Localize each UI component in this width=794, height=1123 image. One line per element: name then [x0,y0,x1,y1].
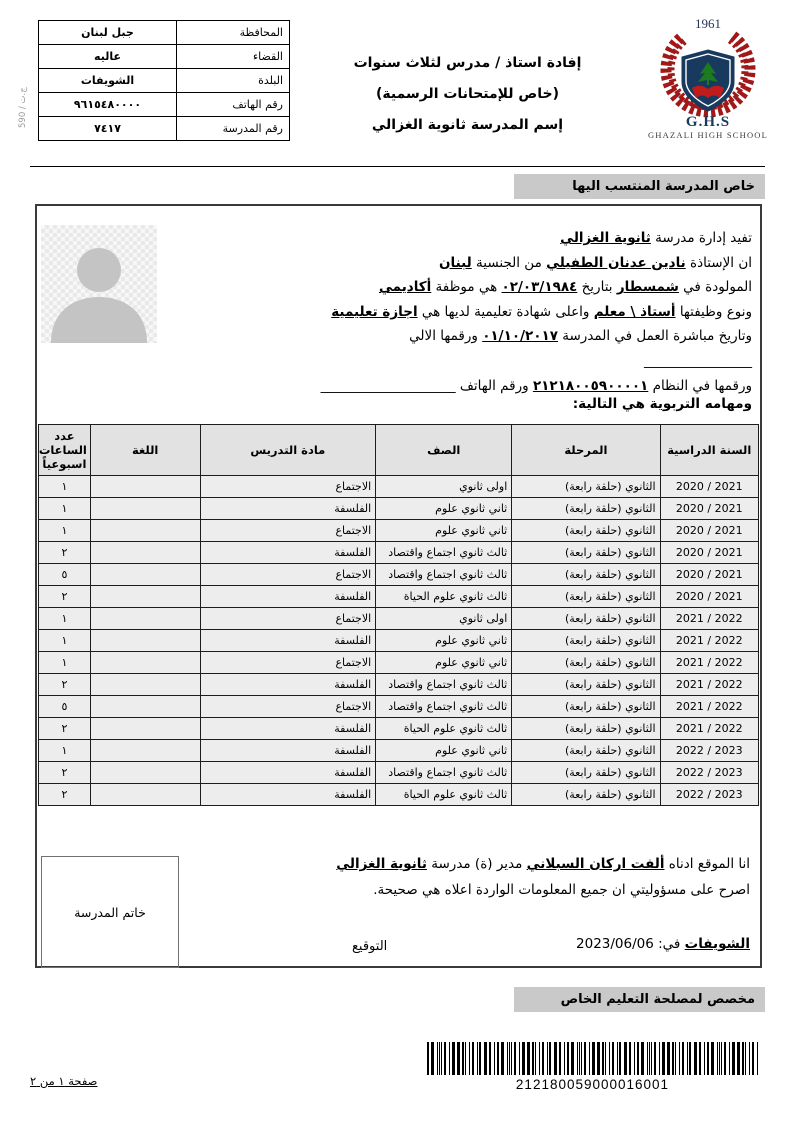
cell-class: ثالث ثانوي علوم الحياة [376,784,512,806]
letter-text: من الجنسية [471,254,547,271]
info-value: جبل لبنان [39,21,177,45]
cell-subject: الفلسفة [200,762,376,784]
letter-line [302,300,752,325]
column-header-hours: عدد الساعات اسبوعياً [39,425,91,476]
cell-language [90,718,200,740]
cell-subject: الفلسفة [200,630,376,652]
birthdate: ٠٢/٠٣/١٩٨٤ [501,279,578,296]
cell-class: ثالث ثانوي اجتماع واقتصاد [376,674,512,696]
cell-language [90,740,200,762]
column-header-language: اللغة [90,425,200,476]
cell-class: اولى ثانوي [376,476,512,498]
cell-year: 2022 / 2023 [660,740,759,762]
document-title: إفادة استاذ / مدرس لثلاث سنوات [353,55,582,71]
cell-stage: الثانوي (حلقة رابعة) [512,542,660,564]
cell-class: ثالث ثانوي علوم الحياة [376,586,512,608]
cell-hours: ١ [39,608,91,630]
cell-hours: ١ [39,652,91,674]
letter-text: ان الإستاذة [685,254,752,271]
cell-language [90,520,200,542]
declaration-line: اصرح على مسؤوليتي ان جميع المعلومات الواردة اعلاه هي صحيحة. [373,881,750,898]
info-label: البلدة [177,69,290,93]
table-row [39,93,290,117]
cell-stage: الثانوي (حلقة رابعة) [512,652,660,674]
cell-language [90,696,200,718]
cell-subject: الفلسفة [200,674,376,696]
column-header-stage: المرحلة [512,425,660,476]
cell-language [90,608,200,630]
letter-text: ورقمها الالي [409,328,483,345]
letter-line [302,251,752,276]
start-date: ٠١/١٠/٢٠١٧ [482,328,558,345]
barcode-block [425,1042,760,1092]
cell-stage: الثانوي (حلقة رابعة) [512,564,660,586]
teacher-photo-placeholder [41,225,157,343]
table-row [39,45,290,69]
system-number: ٢١٢١٨٠٠٥٩٠٠٠٠١ [532,377,649,394]
barcode-number: 212180059000016001 [515,1077,670,1092]
cell-year: 2020 / 2021 [660,520,759,542]
cell-stage: الثانوي (حلقة رابعة) [512,586,660,608]
cell-year: 2021 / 2022 [660,696,759,718]
cell-stage: الثانوي (حلقة رابعة) [512,608,660,630]
svg-text:1961: 1961 [695,16,721,31]
school-name: ثانوية الغزالي [560,230,651,246]
date-line-text: في: [653,936,685,952]
letter-line [302,275,752,300]
info-value: ٩٦١٥٤٨٠٠٠٠ [39,93,177,117]
main-content-box [35,204,762,968]
teacher-name: نادين عدنان الطفيلي [546,254,686,271]
employee-type: أكاديمي [378,279,432,296]
page-number: صفحة ١ من ٢ [30,1074,98,1088]
cell-language [90,476,200,498]
cell-language [90,674,200,696]
table-row [39,542,759,564]
cell-stage: الثانوي (حلقة رابعة) [512,630,660,652]
job-title: أستاذ \ معلم [593,303,676,320]
table-row [39,630,759,652]
document-subtitle: (خاص للإمتحانات الرسمية) [375,86,560,102]
cell-class: ثالث ثانوي اجتماع واقتصاد [376,542,512,564]
letter-text: وتاريخ مباشرة العمل في المدرسة [557,328,752,345]
principal-declaration [310,852,750,903]
declaration-line [310,852,750,878]
school-logo [638,12,778,142]
duties-title: ومهامه التربوية هي التالية: [572,396,752,412]
cell-year: 2021 / 2022 [660,718,759,740]
letter-text: ورقمها في النظام [648,377,752,394]
teaching-schedule-table [38,424,759,806]
cell-stage: الثانوي (حلقة رابعة) [512,784,660,806]
cell-subject: الفلسفة [200,740,376,762]
cell-class: ثاني ثانوي علوم [376,520,512,542]
schedule-rows [39,476,759,806]
cell-hours: ٢ [39,784,91,806]
column-header-class: الصف [376,425,512,476]
cell-year: 2021 / 2022 [660,630,759,652]
cell-language [90,762,200,784]
school-crest-icon [638,12,778,142]
principal-name: ألفت اركان السبلاني [526,856,665,872]
cell-stage: الثانوي (حلقة رابعة) [512,674,660,696]
side-reference-number: ج.ت / 590 [18,87,28,128]
cell-class: ثالث ثانوي اجتماع واقتصاد [376,762,512,784]
letter-line [302,226,752,251]
document-title-block [295,48,640,141]
letter-text: ونوع وظيفتها [675,303,752,320]
school-stamp-box [41,856,179,968]
letter-text: واعلى شهادة تعليمية لديها هي [417,303,594,320]
table-row [39,740,759,762]
signature-label: التوقيع [352,939,388,954]
cell-year: 2022 / 2023 [660,784,759,806]
table-row [39,652,759,674]
cell-hours: ٢ [39,674,91,696]
info-value: ٧٤١٧ [39,117,177,141]
info-label: رقم الهاتف [177,93,290,117]
letter-text: بتاريخ [577,279,617,296]
cell-stage: الثانوي (حلقة رابعة) [512,740,660,762]
nationality: لبنان [439,254,472,271]
cell-class: اولى ثانوي [376,608,512,630]
letter-text: تفيد إدارة مدرسة [650,230,752,246]
cell-hours: ١ [39,476,91,498]
cell-hours: ١ [39,498,91,520]
table-row [39,498,759,520]
cell-hours: ١ [39,520,91,542]
cell-language [90,498,200,520]
section-title-ministry: مخصص لمصلحة التعليم الخاص [514,987,765,1012]
cell-year: 2021 / 2022 [660,652,759,674]
svg-text:G.H.S: G.H.S [685,114,731,130]
info-value: عاليه [39,45,177,69]
cell-year: 2020 / 2021 [660,476,759,498]
column-header-subject: مادة التدريس [200,425,376,476]
declaration-text: انا الموقع ادناه [664,856,750,872]
table-row [39,608,759,630]
table-row [39,564,759,586]
cell-year: 2020 / 2021 [660,542,759,564]
cell-year: 2020 / 2021 [660,586,759,608]
declaration-text: مدير (ة) مدرسة [426,856,527,872]
cell-subject: الاجتماع [200,564,376,586]
place-name: الشويفات [684,936,750,952]
table-row [39,117,290,141]
table-row [39,476,759,498]
cell-stage: الثانوي (حلقة رابعة) [512,762,660,784]
info-value: الشويفات [39,69,177,93]
cell-hours: ٥ [39,564,91,586]
school-name-line: إسم المدرسة ثانوية الغزالي [371,117,564,133]
table-row [39,674,759,696]
letter-text: المولودة في [678,279,752,296]
svg-text:GHAZALI HIGH SCHOOL: GHAZALI HIGH SCHOOL [647,130,769,140]
issue-date: 2023/06/06 [576,936,654,952]
table-row [39,69,290,93]
cell-subject: الاجتماع [200,608,376,630]
cell-subject: الاجتماع [200,652,376,674]
cell-language [90,586,200,608]
stamp-label: خاتم المدرسة [74,904,146,920]
date-line [576,936,750,952]
cell-stage: الثانوي (حلقة رابعة) [512,498,660,520]
info-label: القضاء [177,45,290,69]
barcode [427,1042,759,1075]
cell-year: 2022 / 2023 [660,762,759,784]
cell-hours: ٢ [39,542,91,564]
cell-subject: الفلسفة [200,718,376,740]
cell-stage: الثانوي (حلقة رابعة) [512,718,660,740]
table-row [39,784,759,806]
cell-stage: الثانوي (حلقة رابعة) [512,520,660,542]
cell-class: ثاني ثانوي علوم [376,740,512,762]
cell-year: 2021 / 2022 [660,608,759,630]
table-row [39,520,759,542]
cell-language [90,784,200,806]
cell-subject: الفلسفة [200,498,376,520]
table-header-row [39,425,759,476]
person-silhouette-icon [41,225,157,343]
cell-subject: الاجتماع [200,696,376,718]
column-header-year: السنة الدراسية [660,425,759,476]
cell-subject: الفلسفة [200,586,376,608]
cell-class: ثاني ثانوي علوم [376,652,512,674]
degree: اجازة تعليمية [331,303,418,320]
table-row [39,586,759,608]
table-row [39,696,759,718]
header-divider [30,166,765,167]
info-label: المحافظة [177,21,290,45]
school-name: ثانوية الغزالي [336,856,427,872]
cell-subject: الاجتماع [200,476,376,498]
cell-language [90,652,200,674]
cell-subject: الاجتماع [200,520,376,542]
birthplace: شمسطار [616,279,679,296]
cell-hours: ١ [39,740,91,762]
cell-hours: ٢ [39,586,91,608]
cell-language [90,630,200,652]
school-info-table [38,20,290,141]
cell-class: ثاني ثانوي علوم [376,498,512,520]
cell-year: 2021 / 2022 [660,674,759,696]
cell-subject: الفلسفة [200,542,376,564]
cell-hours: ٢ [39,762,91,784]
letter-text: هي موظفة [431,279,502,296]
cell-year: 2020 / 2021 [660,498,759,520]
blank-field: ____________________ [320,377,456,394]
table-row [39,762,759,784]
letter-line [302,324,752,373]
cell-class: ثالث ثانوي اجتماع واقتصاد [376,564,512,586]
cell-class: ثالث ثانوي علوم الحياة [376,718,512,740]
cell-year: 2020 / 2021 [660,564,759,586]
section-title-school: خاص المدرسة المنتسب اليها [514,174,765,199]
info-label: رقم المدرسة [177,117,290,141]
table-row [39,21,290,45]
cell-hours: ١ [39,630,91,652]
cell-stage: الثانوي (حلقة رابعة) [512,476,660,498]
cell-stage: الثانوي (حلقة رابعة) [512,696,660,718]
letter-text: ورقم الهاتف [455,377,533,394]
cell-language [90,542,200,564]
cell-hours: ٢ [39,718,91,740]
cell-subject: الفلسفة [200,784,376,806]
cell-class: ثالث ثانوي اجتماع واقتصاد [376,696,512,718]
cell-hours: ٥ [39,696,91,718]
attestation-text [302,226,752,398]
cell-class: ثاني ثانوي علوم [376,630,512,652]
table-row [39,718,759,740]
blank-field: ________________ [644,352,752,369]
cell-language [90,564,200,586]
letter-line [302,374,752,399]
